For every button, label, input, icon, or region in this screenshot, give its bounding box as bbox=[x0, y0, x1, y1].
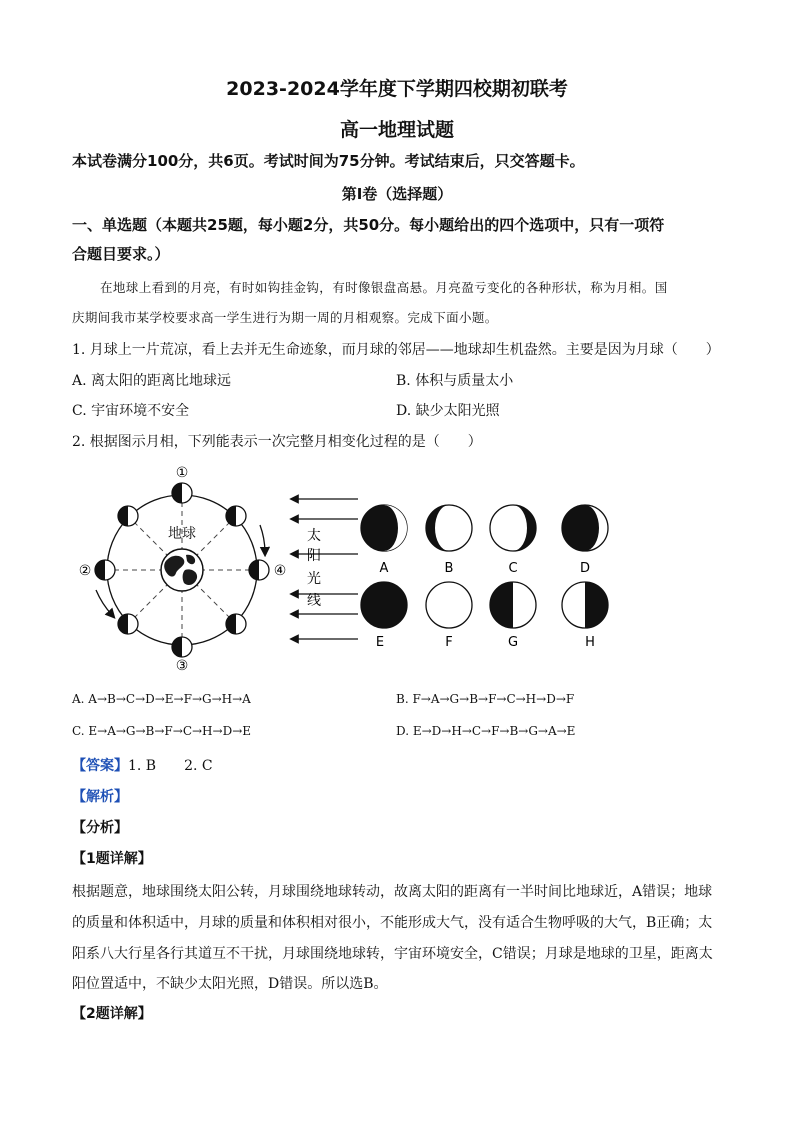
answer-row bbox=[72, 755, 213, 775]
section-heading-line2: 合题目要求。） bbox=[72, 245, 170, 263]
intro-line1: 在地球上看到的月亮，有时如钩挂金钩，有时像银盘高悬。月亮盈亏变化的各种形状，称为月相。国 bbox=[100, 280, 668, 295]
orbit-moon-se bbox=[226, 614, 246, 634]
phase-g-moon bbox=[490, 582, 536, 628]
phase-h-moon bbox=[562, 582, 608, 628]
q1-detail-label: 【1题详解】 bbox=[72, 851, 152, 867]
earth-icon bbox=[161, 549, 203, 591]
phase-b-moon bbox=[426, 505, 472, 551]
question-1-stem: 1. 月球上一片荒凉，看上去并无生命迹象，而月球的邻居——地球却生机盎然。主要是因为月球（ ） bbox=[72, 342, 720, 358]
position-label-2: ② bbox=[78, 563, 92, 579]
phase-f-moon bbox=[426, 582, 472, 628]
question-2-option-c: C. E→A→G→B→F→C→H→D→E bbox=[72, 724, 252, 738]
question-2-option-a: A. A→B→C→D→E→F→G→H→A bbox=[72, 692, 251, 706]
q1-detail-line1: 根据题意，地球围绕太阳公转，月球围绕地球转动，故离太阳的距离有一半时间比地球近，A错误；地球 bbox=[72, 884, 713, 900]
question-2-option-d: D. E→D→H→C→F→B→G→A→E bbox=[396, 724, 576, 738]
question-1-option-d: D. 缺少太阳光照 bbox=[396, 403, 500, 419]
orbit-moon-sw bbox=[118, 614, 138, 634]
orbit-moon-ne bbox=[226, 506, 246, 526]
position-label-3: ③ bbox=[175, 658, 189, 672]
orbit-moon-3 bbox=[172, 637, 192, 657]
question-2-stem: 2. 根据图示月相，下列能表示一次完整月相变化过程的是（ ） bbox=[72, 434, 482, 450]
rotation-arrow-left bbox=[96, 590, 112, 615]
orbit-moon-nw bbox=[118, 506, 138, 526]
section-heading-line1: 一、单选题（本题共25题，每小题2分，共50分。每小题给出的四个选项中，只有一项符 bbox=[72, 216, 665, 234]
q1-detail-line3: 阳系八大行星各行其道互不干扰，月球围绕地球转，宇宙环境安全，C错误；月球是地球的卫星，距离太 bbox=[72, 946, 713, 962]
orbit-moon-1 bbox=[172, 483, 192, 503]
question-1-option-a: A. 离太阳的距离比地球远 bbox=[72, 373, 232, 389]
orbit-moon-2 bbox=[95, 560, 115, 580]
sunlight-char-4: 线 bbox=[307, 593, 321, 609]
question-1-option-b: B. 体积与质量太小 bbox=[396, 373, 514, 389]
sunlight-char-2: 阳 bbox=[307, 548, 321, 564]
phase-label-a: A bbox=[379, 561, 389, 576]
q1-detail-line2: 的质量和体积适中，月球的质量和体积相对很小，不能形成大气，没有适合生物呼吸的大气，B正确；太 bbox=[72, 915, 713, 931]
earth-label: 地球 bbox=[168, 526, 196, 542]
phase-c-moon bbox=[490, 505, 536, 551]
volume-heading: 第Ⅰ卷（选择题） bbox=[341, 185, 453, 203]
exam-notice: 本试卷满分100分，共6页。考试时间为75分钟。考试结束后，只交答题卡。 bbox=[72, 152, 585, 170]
position-label-1: ① bbox=[175, 465, 189, 481]
rotation-arrow-right bbox=[260, 525, 265, 552]
q2-detail-label: 【2题详解】 bbox=[72, 1006, 152, 1022]
intro-line2: 庆期间我市某学校要求高一学生进行为期一周的月相观察。完成下面小题。 bbox=[72, 310, 498, 325]
fenxi-label: 【分析】 bbox=[72, 820, 128, 836]
exam-subtitle: 高一地理试题 bbox=[339, 119, 454, 141]
phase-label-b: B bbox=[444, 561, 454, 576]
phase-label-h: H bbox=[585, 635, 595, 650]
phase-label-g: G bbox=[507, 635, 519, 650]
q1-detail-line4: 阳位置适中，不缺少太阳光照，D错误。所以选B。 bbox=[72, 976, 388, 992]
phase-e-moon bbox=[361, 582, 407, 628]
exam-title: 2023-2024学年度下学期四校期初联考 bbox=[226, 78, 568, 100]
answer-label: 【答案】 bbox=[72, 758, 128, 774]
sunlight-arrows bbox=[294, 499, 358, 639]
phase-label-c: C bbox=[508, 561, 518, 576]
position-label-4: ④ bbox=[273, 563, 287, 579]
answer-text: 1. B 2. C bbox=[128, 758, 213, 774]
phase-d-moon bbox=[562, 505, 608, 551]
sunlight-char-3: 光 bbox=[307, 571, 321, 587]
analysis-label: 【解析】 bbox=[72, 789, 128, 805]
question-2-option-b: B. F→A→G→B→F→C→H→D→F bbox=[396, 692, 575, 706]
sunlight-char-1: 太 bbox=[307, 528, 321, 544]
phase-label-e: E bbox=[375, 635, 385, 650]
question-1-option-c: C. 宇宙环境不安全 bbox=[72, 403, 190, 419]
phase-label-f: F bbox=[445, 635, 453, 650]
moon-phase-figure bbox=[72, 460, 632, 672]
phase-label-d: D bbox=[579, 561, 591, 576]
phase-a-moon bbox=[361, 505, 407, 551]
orbit-moon-4 bbox=[249, 560, 269, 580]
